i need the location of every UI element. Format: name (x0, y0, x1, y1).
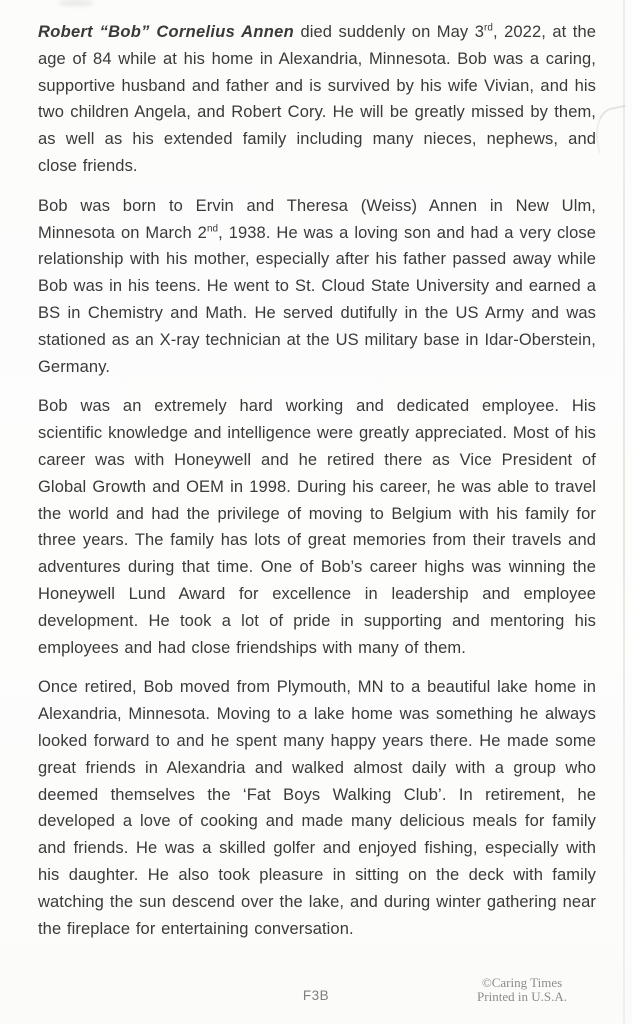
scan-smudge-artifact (58, 0, 94, 6)
obituary-text (38, 19, 596, 955)
form-code: F3B (302, 988, 330, 1003)
obituary-paragraph-career: Bob was an extremely hard working and dedicated employee. His scientific knowledge and intelligence were greatly appreciated. Most of his career was with Honeywell and he retired there as Vice President of Global Growth and OEM in 1998. During his career, he was able to travel the world and had the privilege of moving to Belgium with his family for three years. The family has lots of great memories from their travels and adventures during that time. One of Bob’s career highs was winning the Honeywell Lund Award for excellence in leadership and employee development. He took a lot of pride in supporting and mentoring his employees and had close friendships with many of them. (38, 397, 596, 657)
printer-copyright (442, 976, 602, 1004)
scan-edge-artifact (623, 0, 625, 1024)
copyright-line-1: ©Caring Times (481, 975, 563, 990)
copyright-line-2: Printed in U.S.A. (477, 989, 567, 1004)
obituary-paragraph-retirement: Once retired, Bob moved from Plymouth, MN to a beautiful lake home in Alexandria, Minnesota. Moving to a lake home was something he always looked forward to and he spent many happy years there. He made some great friends in Alexandria and walked almost daily with a group who deemed themselves the ‘Fat Boys Walking Club’. In retirement, he developed a love of cooking and made many delicious meals for family and friends. He was a skilled golfer and enjoyed fishing, especially with his daughter. He also took pleasure in sitting on the deck with family watching the sun descend over the lake, and during winter gathering near the fireplace for entertaining conversation. (38, 678, 596, 938)
scan-curl-artifact (590, 105, 632, 154)
obituary-paragraph-early-life: Bob was born to Ervin and Theresa (Weiss) Annen in New Ulm, Minnesota on March 2nd, 1938. He was a loving son and had a very close relationship with his mother, especially after his father passed away while Bob was in his teens. He went to St. Cloud State University and earned a BS in Chemistry and Math. He served dutifully in the US Army and was stationed as an X-ray technician at the US military base in Idar-Oberstein, Germany. (38, 196, 596, 376)
obituary-paragraph-intro: Robert “Bob” Cornelius Annen died suddenly on May 3rd, 2022, at the age of 84 while at his home in Alexandria, Minnesota. Bob was a caring, supportive husband and father and is survived by his wife Vivian, and his two children Angela, and Robert Cory. He will be greatly missed by them, as well as his extended family including many nieces, nephews, and close friends. (38, 22, 597, 175)
